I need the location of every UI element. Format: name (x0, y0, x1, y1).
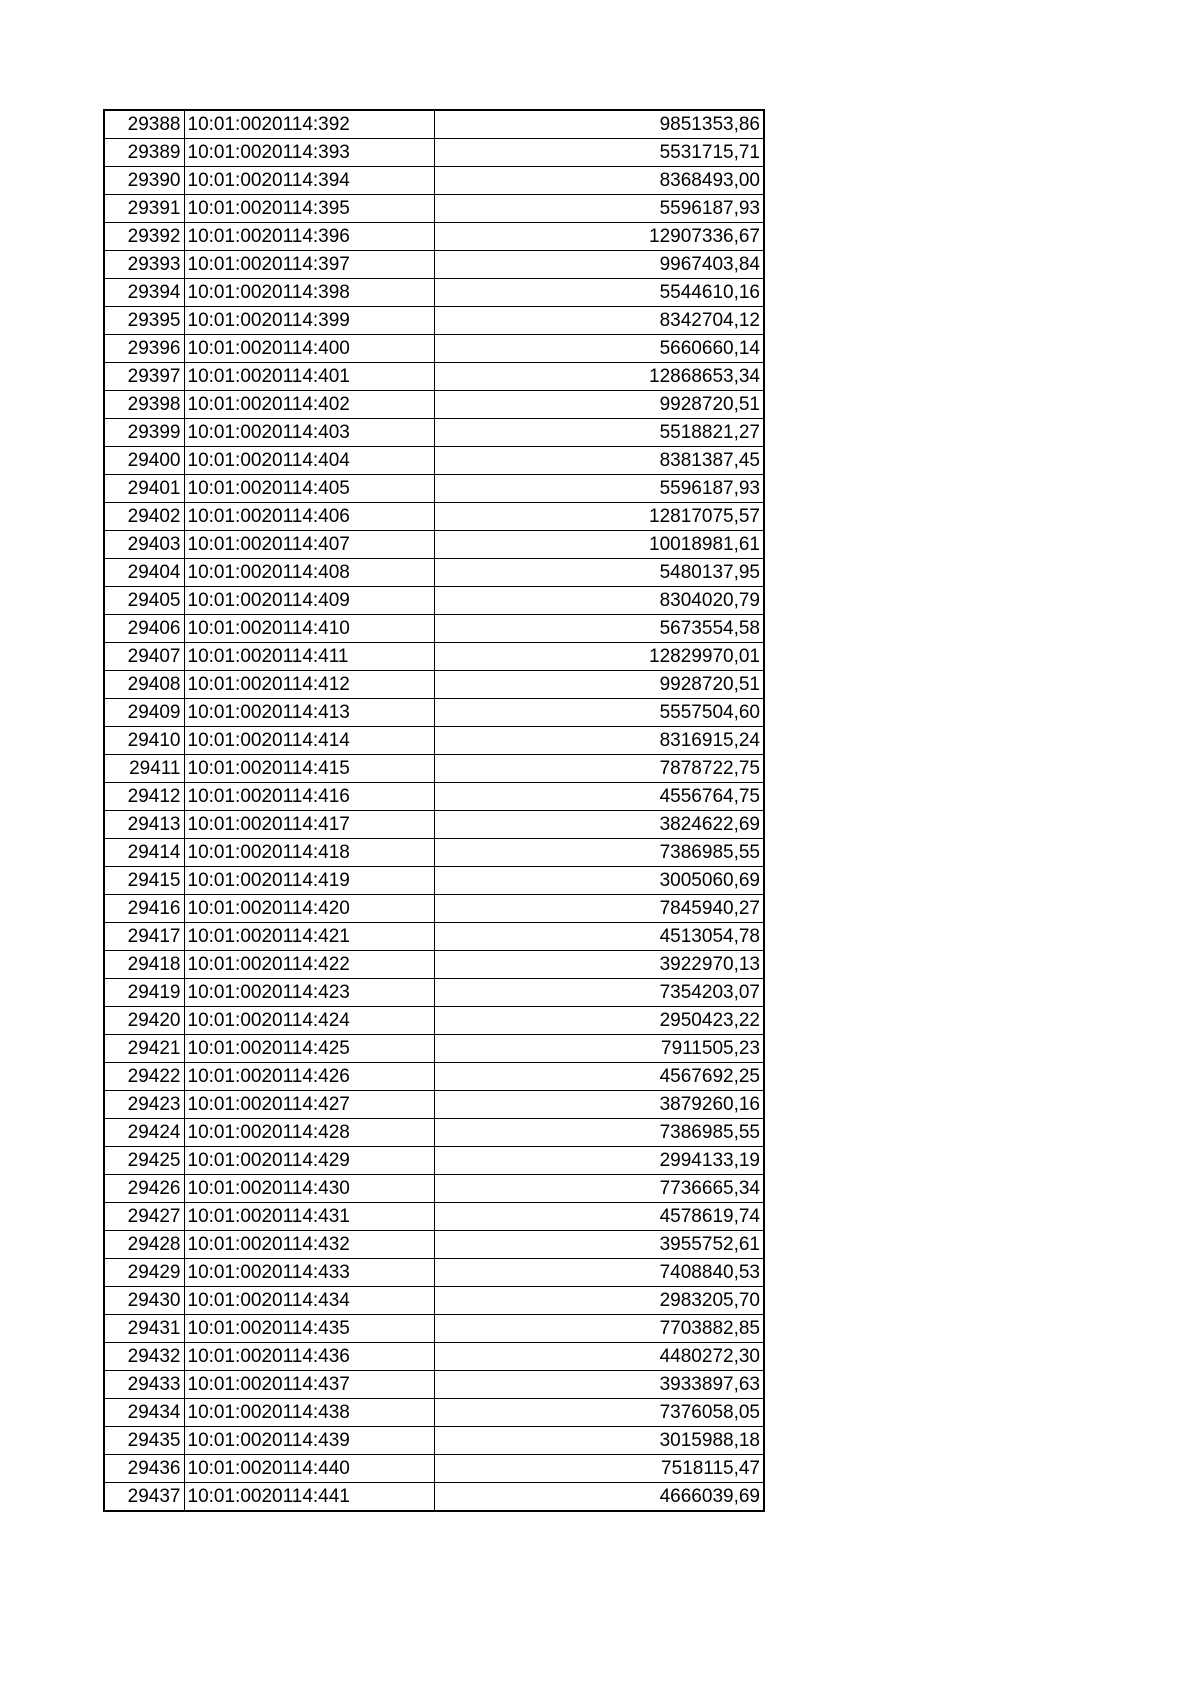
row-number-cell: 29430 (104, 1287, 184, 1315)
row-number-cell: 29399 (104, 419, 184, 447)
value-cell: 12817075,57 (434, 503, 764, 531)
table-row (104, 195, 764, 223)
cadastral-number-cell: 10:01:0020114:434 (184, 1287, 434, 1315)
cadastral-number-cell: 10:01:0020114:394 (184, 167, 434, 195)
row-number-cell: 29397 (104, 363, 184, 391)
value-cell: 4567692,25 (434, 1063, 764, 1091)
table-row (104, 1455, 764, 1483)
table-row (104, 475, 764, 503)
table-row (104, 979, 764, 1007)
table-row (104, 1147, 764, 1175)
row-number-cell: 29410 (104, 727, 184, 755)
row-number-cell: 29420 (104, 1007, 184, 1035)
row-number-cell: 29415 (104, 867, 184, 895)
row-number-cell: 29418 (104, 951, 184, 979)
value-cell: 2950423,22 (434, 1007, 764, 1035)
value-cell: 9967403,84 (434, 251, 764, 279)
value-cell: 3933897,63 (434, 1371, 764, 1399)
value-cell: 5557504,60 (434, 699, 764, 727)
value-cell: 5596187,93 (434, 475, 764, 503)
value-cell: 2983205,70 (434, 1287, 764, 1315)
value-cell: 9928720,51 (434, 391, 764, 419)
value-cell: 7845940,27 (434, 895, 764, 923)
table-row (104, 671, 764, 699)
cadastral-number-cell: 10:01:0020114:399 (184, 307, 434, 335)
value-cell: 8304020,79 (434, 587, 764, 615)
value-cell: 7518115,47 (434, 1455, 764, 1483)
cadastral-number-cell: 10:01:0020114:407 (184, 531, 434, 559)
table-row (104, 531, 764, 559)
row-number-cell: 29422 (104, 1063, 184, 1091)
table-row (104, 923, 764, 951)
table-row (104, 167, 764, 195)
cadastral-number-cell: 10:01:0020114:405 (184, 475, 434, 503)
cadastral-number-cell: 10:01:0020114:418 (184, 839, 434, 867)
value-cell: 9851353,86 (434, 110, 764, 139)
value-cell: 3879260,16 (434, 1091, 764, 1119)
row-number-cell: 29398 (104, 391, 184, 419)
table-row (104, 559, 764, 587)
table-row (104, 419, 764, 447)
row-number-cell: 29412 (104, 783, 184, 811)
row-number-cell: 29424 (104, 1119, 184, 1147)
cadastral-number-cell: 10:01:0020114:419 (184, 867, 434, 895)
cadastral-number-cell: 10:01:0020114:421 (184, 923, 434, 951)
table-row (104, 1371, 764, 1399)
row-number-cell: 29417 (104, 923, 184, 951)
value-cell: 3955752,61 (434, 1231, 764, 1259)
table-row (104, 727, 764, 755)
row-number-cell: 29409 (104, 699, 184, 727)
cadastral-number-cell: 10:01:0020114:438 (184, 1399, 434, 1427)
table-row (104, 1315, 764, 1343)
row-number-cell: 29433 (104, 1371, 184, 1399)
value-cell: 8342704,12 (434, 307, 764, 335)
table-row (104, 391, 764, 419)
row-number-cell: 29401 (104, 475, 184, 503)
row-number-cell: 29421 (104, 1035, 184, 1063)
value-cell: 10018981,61 (434, 531, 764, 559)
cadastral-number-cell: 10:01:0020114:424 (184, 1007, 434, 1035)
cadastral-number-cell: 10:01:0020114:432 (184, 1231, 434, 1259)
cadastral-number-cell: 10:01:0020114:441 (184, 1483, 434, 1512)
value-cell: 7376058,05 (434, 1399, 764, 1427)
cadastral-number-cell: 10:01:0020114:425 (184, 1035, 434, 1063)
table-row (104, 839, 764, 867)
cadastral-number-cell: 10:01:0020114:412 (184, 671, 434, 699)
table-row (104, 755, 764, 783)
row-number-cell: 29402 (104, 503, 184, 531)
value-cell: 3824622,69 (434, 811, 764, 839)
cadastral-number-cell: 10:01:0020114:420 (184, 895, 434, 923)
table-row (104, 1259, 764, 1287)
value-cell: 12907336,67 (434, 223, 764, 251)
row-number-cell: 29414 (104, 839, 184, 867)
table-row (104, 1343, 764, 1371)
row-number-cell: 29426 (104, 1175, 184, 1203)
row-number-cell: 29393 (104, 251, 184, 279)
cadastral-number-cell: 10:01:0020114:435 (184, 1315, 434, 1343)
row-number-cell: 29394 (104, 279, 184, 307)
table-row (104, 251, 764, 279)
value-cell: 3005060,69 (434, 867, 764, 895)
row-number-cell: 29425 (104, 1147, 184, 1175)
table-row (104, 811, 764, 839)
cadastral-number-cell: 10:01:0020114:429 (184, 1147, 434, 1175)
value-cell: 4666039,69 (434, 1483, 764, 1512)
value-cell: 8381387,45 (434, 447, 764, 475)
row-number-cell: 29434 (104, 1399, 184, 1427)
value-cell: 7386985,55 (434, 839, 764, 867)
row-number-cell: 29435 (104, 1427, 184, 1455)
value-cell: 12868653,34 (434, 363, 764, 391)
row-number-cell: 29396 (104, 335, 184, 363)
row-number-cell: 29392 (104, 223, 184, 251)
table-row (104, 783, 764, 811)
cadastral-number-cell: 10:01:0020114:410 (184, 615, 434, 643)
value-cell: 12829970,01 (434, 643, 764, 671)
value-cell: 5660660,14 (434, 335, 764, 363)
row-number-cell: 29437 (104, 1483, 184, 1512)
cadastral-number-cell: 10:01:0020114:397 (184, 251, 434, 279)
cadastral-number-cell: 10:01:0020114:398 (184, 279, 434, 307)
table-row (104, 1203, 764, 1231)
row-number-cell: 29405 (104, 587, 184, 615)
row-number-cell: 29428 (104, 1231, 184, 1259)
value-cell: 8316915,24 (434, 727, 764, 755)
row-number-cell: 29400 (104, 447, 184, 475)
cadastral-number-cell: 10:01:0020114:406 (184, 503, 434, 531)
cadastral-number-cell: 10:01:0020114:396 (184, 223, 434, 251)
cadastral-number-cell: 10:01:0020114:430 (184, 1175, 434, 1203)
cadastral-number-cell: 10:01:0020114:409 (184, 587, 434, 615)
cadastral-number-cell: 10:01:0020114:431 (184, 1203, 434, 1231)
table-row (104, 1035, 764, 1063)
table-row (104, 1007, 764, 1035)
cadastral-number-cell: 10:01:0020114:433 (184, 1259, 434, 1287)
table-row (104, 139, 764, 167)
value-cell: 5544610,16 (434, 279, 764, 307)
value-cell: 3015988,18 (434, 1427, 764, 1455)
row-number-cell: 29391 (104, 195, 184, 223)
cadastral-number-cell: 10:01:0020114:400 (184, 335, 434, 363)
row-number-cell: 29411 (104, 755, 184, 783)
table-row (104, 1063, 764, 1091)
value-cell: 5480137,95 (434, 559, 764, 587)
row-number-cell: 29390 (104, 167, 184, 195)
value-cell: 7386985,55 (434, 1119, 764, 1147)
table-row (104, 1091, 764, 1119)
cadastral-number-cell: 10:01:0020114:436 (184, 1343, 434, 1371)
table-row (104, 699, 764, 727)
value-cell: 5531715,71 (434, 139, 764, 167)
value-cell: 7354203,07 (434, 979, 764, 1007)
value-cell: 8368493,00 (434, 167, 764, 195)
row-number-cell: 29389 (104, 139, 184, 167)
row-number-cell: 29403 (104, 531, 184, 559)
row-number-cell: 29429 (104, 1259, 184, 1287)
value-cell: 7736665,34 (434, 1175, 764, 1203)
table-row (104, 110, 764, 139)
value-cell: 7911505,23 (434, 1035, 764, 1063)
cadastral-number-cell: 10:01:0020114:401 (184, 363, 434, 391)
table-row (104, 643, 764, 671)
cadastral-number-cell: 10:01:0020114:413 (184, 699, 434, 727)
row-number-cell: 29407 (104, 643, 184, 671)
table-row (104, 1231, 764, 1259)
table-row (104, 363, 764, 391)
value-cell: 4480272,30 (434, 1343, 764, 1371)
cadastral-number-cell: 10:01:0020114:428 (184, 1119, 434, 1147)
cadastral-number-cell: 10:01:0020114:417 (184, 811, 434, 839)
value-cell: 4556764,75 (434, 783, 764, 811)
cadastral-number-cell: 10:01:0020114:440 (184, 1455, 434, 1483)
value-cell: 2994133,19 (434, 1147, 764, 1175)
table-row (104, 1119, 764, 1147)
table-row (104, 307, 764, 335)
table-row (104, 951, 764, 979)
table-row (104, 867, 764, 895)
table-body (104, 110, 764, 1511)
cadastral-number-cell: 10:01:0020114:392 (184, 110, 434, 139)
table-row (104, 447, 764, 475)
cadastral-number-cell: 10:01:0020114:426 (184, 1063, 434, 1091)
table-row (104, 223, 764, 251)
row-number-cell: 29423 (104, 1091, 184, 1119)
table-row (104, 1175, 764, 1203)
row-number-cell: 29432 (104, 1343, 184, 1371)
cadastral-number-cell: 10:01:0020114:404 (184, 447, 434, 475)
table-row (104, 1399, 764, 1427)
cadastral-number-cell: 10:01:0020114:416 (184, 783, 434, 811)
cadastre-value-table (103, 109, 765, 1512)
table-row (104, 279, 764, 307)
value-cell: 9928720,51 (434, 671, 764, 699)
cadastral-number-cell: 10:01:0020114:422 (184, 951, 434, 979)
table-row (104, 587, 764, 615)
cadastral-number-cell: 10:01:0020114:414 (184, 727, 434, 755)
cadastral-number-cell: 10:01:0020114:437 (184, 1371, 434, 1399)
cadastral-number-cell: 10:01:0020114:408 (184, 559, 434, 587)
cadastral-number-cell: 10:01:0020114:439 (184, 1427, 434, 1455)
table-row (104, 615, 764, 643)
table-row (104, 1287, 764, 1315)
row-number-cell: 29427 (104, 1203, 184, 1231)
value-cell: 5518821,27 (434, 419, 764, 447)
row-number-cell: 29413 (104, 811, 184, 839)
value-cell: 4578619,74 (434, 1203, 764, 1231)
value-cell: 7408840,53 (434, 1259, 764, 1287)
table-row (104, 895, 764, 923)
row-number-cell: 29408 (104, 671, 184, 699)
value-cell: 3922970,13 (434, 951, 764, 979)
cadastral-number-cell: 10:01:0020114:402 (184, 391, 434, 419)
row-number-cell: 29436 (104, 1455, 184, 1483)
cadastral-number-cell: 10:01:0020114:393 (184, 139, 434, 167)
value-cell: 5673554,58 (434, 615, 764, 643)
table-row (104, 503, 764, 531)
cadastral-number-cell: 10:01:0020114:395 (184, 195, 434, 223)
row-number-cell: 29406 (104, 615, 184, 643)
table-row (104, 1427, 764, 1455)
cadastral-number-cell: 10:01:0020114:411 (184, 643, 434, 671)
table-row (104, 1483, 764, 1512)
cadastral-number-cell: 10:01:0020114:403 (184, 419, 434, 447)
cadastral-number-cell: 10:01:0020114:423 (184, 979, 434, 1007)
value-cell: 7703882,85 (434, 1315, 764, 1343)
row-number-cell: 29395 (104, 307, 184, 335)
value-cell: 7878722,75 (434, 755, 764, 783)
value-cell: 4513054,78 (434, 923, 764, 951)
row-number-cell: 29416 (104, 895, 184, 923)
row-number-cell: 29431 (104, 1315, 184, 1343)
row-number-cell: 29388 (104, 110, 184, 139)
table-row (104, 335, 764, 363)
cadastral-number-cell: 10:01:0020114:415 (184, 755, 434, 783)
row-number-cell: 29404 (104, 559, 184, 587)
row-number-cell: 29419 (104, 979, 184, 1007)
cadastral-number-cell: 10:01:0020114:427 (184, 1091, 434, 1119)
value-cell: 5596187,93 (434, 195, 764, 223)
